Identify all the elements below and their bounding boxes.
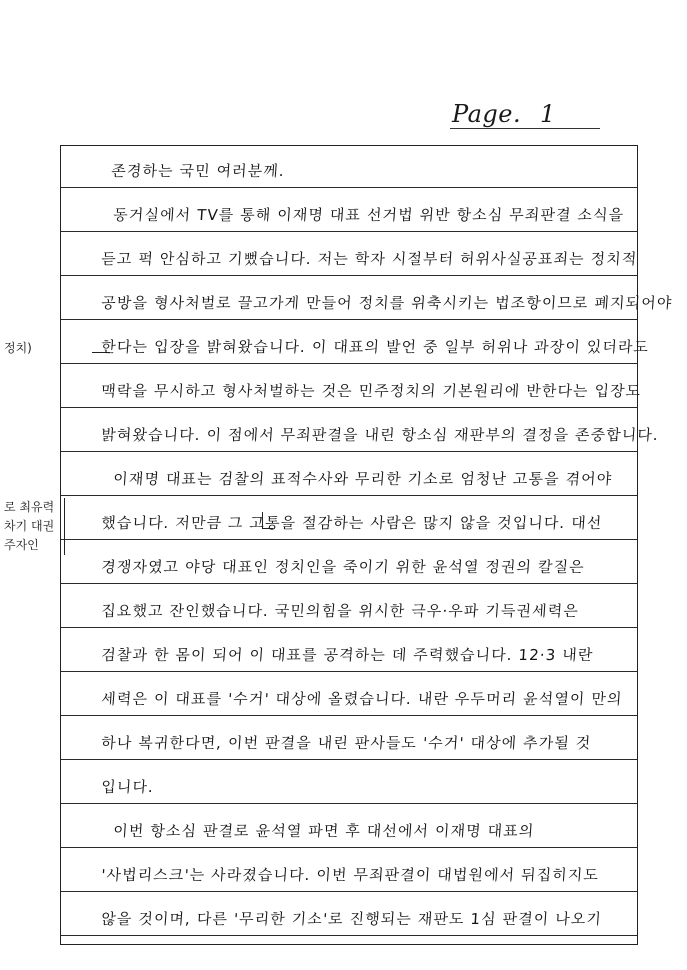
handwritten-line: 동거실에서 TV를 통해 이재명 대표 선거법 위반 항소심 무죄판결 소식을 [112, 206, 625, 224]
handwritten-line: 집요했고 잔인했습니다. 국민의힘을 위시한 극우·우파 기득권세력은 [100, 602, 580, 620]
page-number-underline [450, 128, 600, 129]
ruled-line [61, 319, 637, 320]
ruled-line [61, 935, 637, 936]
ruled-line [61, 231, 637, 232]
handwritten-line: 했습니다. 저만큼 그 고통을 절감하는 사람은 많지 않을 것입니다. 대선 [100, 514, 603, 532]
ruled-line [61, 495, 637, 496]
ruled-line [61, 803, 637, 804]
handwritten-line: 존경하는 국민 여러분께. [110, 162, 286, 180]
page-number: 1 [540, 100, 556, 128]
ruled-line [61, 759, 637, 760]
ruled-line [61, 891, 637, 892]
handwritten-line: 입니다. [100, 778, 155, 796]
handwritten-line: 이번 항소심 판결로 윤석열 파면 후 대선에서 이재명 대표의 [112, 822, 536, 840]
ruled-line [61, 671, 637, 672]
handwritten-line: 않을 것이며, 다른 '무리한 기소'로 진행되는 재판도 1심 판결이 나오기 [100, 910, 603, 928]
ruled-line [61, 539, 637, 540]
handwritten-line: 이재명 대표는 검찰의 표적수사와 무리한 기소로 엄청난 고통을 겪어야 [112, 470, 613, 488]
handwritten-line: 한다는 입장을 밝혀왔습니다. 이 대표의 발언 중 일부 허위나 과장이 있더라도 [100, 338, 650, 356]
ruled-line [61, 451, 637, 452]
ruled-line [61, 275, 637, 276]
margin-note-top: 정치) [4, 341, 32, 355]
margin-note-box [4, 498, 65, 555]
handwritten-line: 경쟁자였고 야당 대표인 정치인을 죽이기 위한 윤석열 정권의 칼질은 [100, 558, 586, 576]
ruled-line [61, 187, 637, 188]
handwritten-line: 하나 복귀한다면, 이번 판결을 내린 판사들도 '수거' 대상에 추가될 것 [100, 734, 592, 752]
ruled-line [61, 847, 637, 848]
handwritten-line: 맥락을 무시하고 형사처벌하는 것은 민주정치의 기본원리에 반한다는 입장도 [100, 382, 642, 400]
handwritten-line: 듣고 퍽 안심하고 기뻤습니다. 저는 학자 시절부터 허위사실공표죄는 정치적 [100, 250, 639, 268]
handwritten-line: '사법리스크'는 사라졌습니다. 이번 무죄판결이 대법원에서 뒤집히지도 [100, 866, 600, 884]
page-label: Page. [452, 100, 522, 128]
handwritten-line: 밝혀왔습니다. 이 점에서 무죄판결을 내린 항소심 재판부의 결정을 존중합니다. [100, 426, 660, 444]
ruled-line [61, 407, 637, 408]
handwritten-line: 공방을 형사처벌로 끌고가게 만들어 정치를 위축시키는 법조항이므로 폐지되어야 [100, 294, 674, 312]
handwritten-line: 세력은 이 대표를 '수거' 대상에 올렸습니다. 내란 우두머리 윤석열이 만의 [100, 690, 624, 708]
ruled-line [61, 627, 637, 628]
margin-note-line: 차기 대권 [4, 519, 55, 533]
ruled-line [61, 363, 637, 364]
handwritten-line: 검찰과 한 몸이 되어 이 대표를 공격하는 데 주력했습니다. 12·3 내란 [100, 646, 595, 664]
ruled-line [61, 715, 637, 716]
margin-note-line: 로 최유력 [4, 500, 55, 514]
ruled-line [61, 583, 637, 584]
ruled-sheet [60, 145, 674, 945]
margin-note-line: 주자인 [4, 538, 39, 552]
